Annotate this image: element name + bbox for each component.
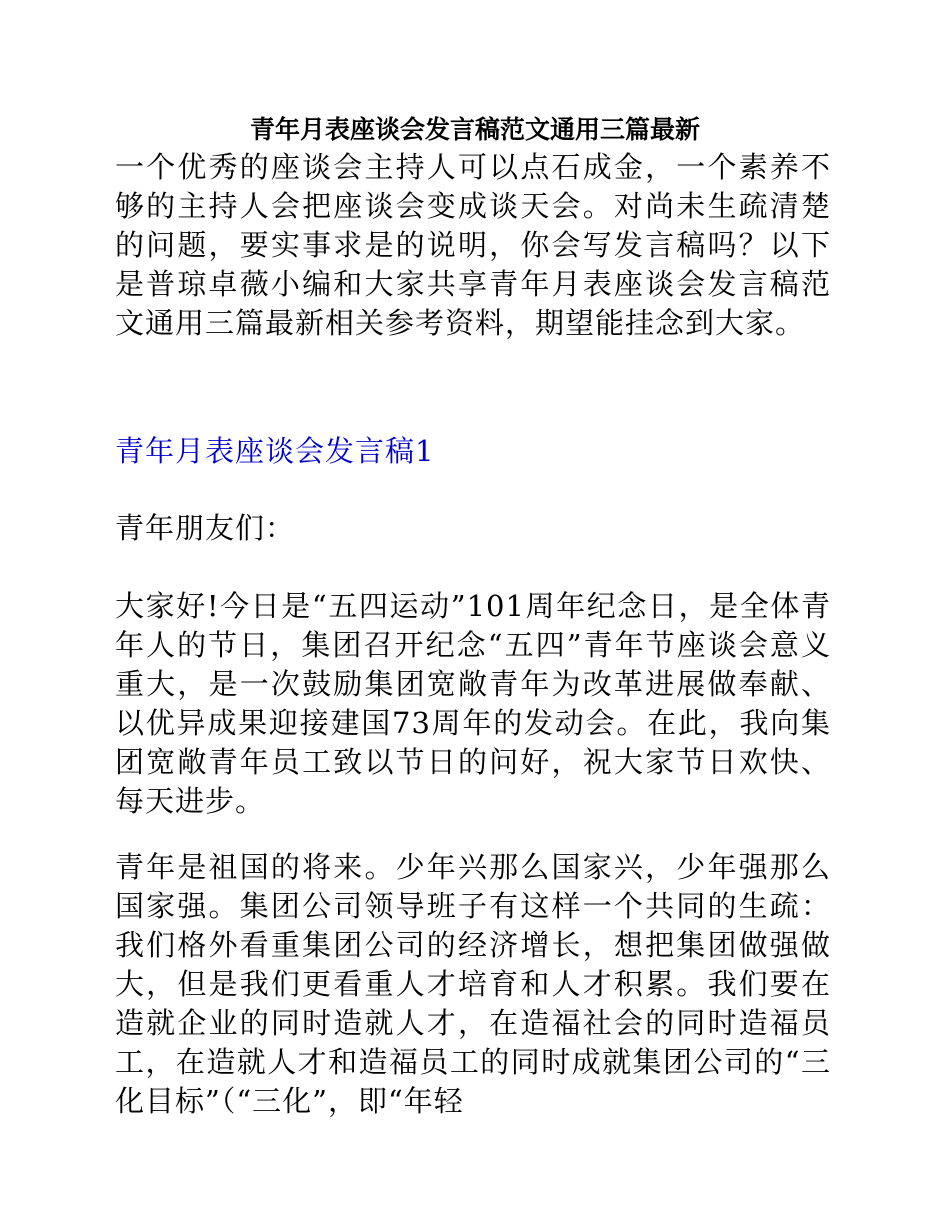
body-paragraph: 大家好!今日是“五四运动”101周年纪念日，是全体青年人的节日，集团召开纪念“五四”青年节座谈会意义重大，是一次鼓励集团宽敞青年为改革进展做奉献、以优异成果迎接建国73周年的发动会。在此，我向集团宽敞青年员工致以节日的问好，祝大家节日欢快、每天进步。 (115, 589, 831, 818)
body-paragraph: 青年是祖国的将来。少年兴那么国家兴，少年强那么国家强。集团公司领导班子有这样一个共同的生疏：我们格外看重集团公司的经济增长，想把集团做强做大，但是我们更看重人才培育和人才积累。我们要在造就企业的同时造就人才，在造福社会的同时造福员工，在造就人才和造福员工的同时成就集团公司的“三化目标”（“三化”，即“年轻 (115, 850, 831, 1118)
greeting-paragraph: 青年朋友们： (115, 511, 296, 545)
document-title: 青年月表座谈会发言稿范文通用三篇最新 (249, 115, 700, 144)
intro-paragraph: 一个优秀的座谈会主持人可以点石成金，一个素养不够的主持人会把座谈会变成谈天会。对尚未生疏清楚的问题，要实事求是的说明，你会写发言稿吗？以下是普琼卓薇小编和大家共享青年月表座谈会发言稿范文通用三篇最新相关参考资料，期望能挂念到大家。 (115, 150, 831, 340)
section-heading: 青年月表座谈会发言稿1 (115, 434, 435, 468)
